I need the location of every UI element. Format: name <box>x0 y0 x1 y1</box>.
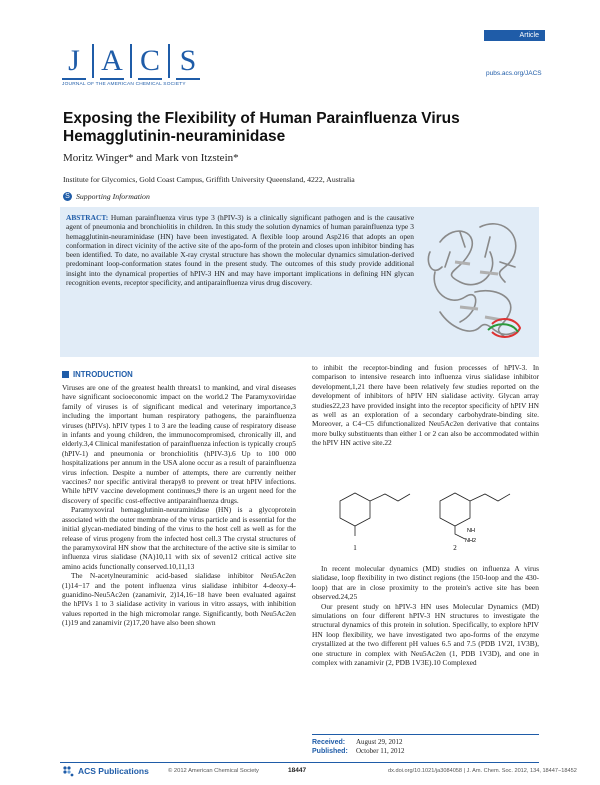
received-label: Received: <box>312 739 346 746</box>
intro-paragraph: In recent molecular dynamics (MD) studies on influenza A virus sialidase, loop flexibility in two distinct regions (the 150-loop and the 430-loop) that are in close proximity to the protein's active site has been observed.24,25 <box>312 564 539 602</box>
page-number: 18447 <box>288 767 307 774</box>
logo-divider <box>130 44 132 78</box>
introduction-heading <box>62 370 133 379</box>
protein-structure-figure <box>420 212 534 352</box>
introduction-heading-label: INTRODUCTION <box>73 370 133 379</box>
intro-paragraph: The N-acetylneuraminic acid-based sialidase inhibitor Neu5Ac2en (1)14−17 and the potent influenza virus sialidase inhibitor 4-deoxy-4-guanidino-Neu5Ac2en (zanamivir, 2)14,16−18 have been evaluated against the hPIVs 1 to 3 sialidase activity in various in vitro assays, with inhibition values reported in the high micromolar range. Significantly, both Neu5Ac2en (1)19 and zanamivir (2)17,20 have also been shown <box>62 571 296 628</box>
received-date: August 29, 2012 <box>356 738 403 746</box>
copyright-notice: © 2012 American Chemical Society <box>168 768 259 774</box>
body-column-right-bottom <box>312 564 539 667</box>
footer-divider <box>60 762 539 763</box>
abstract-text <box>66 213 414 287</box>
structure-nh-label: NH <box>467 528 475 534</box>
acs-logo-icon <box>62 765 74 777</box>
intro-paragraph: Viruses are one of the greatest health threats1 to mankind, and viral diseases have significant socioeconomic impact on the world.2 The Paramyxoviridae family of viruses is of significant medical and veterinary importance,3 including the important human respiratory pathogens, the parainfluenza viruses (hPIVs). hPIV types 1 to 3 are the leading cause of respiratory disease in infants and young children, the immunocompromised, chronically ill, and elderly.3,4 Clinical manifestation of parainfluenza infection is typically croup5 (hPIV-1) and pneumonia or bronchiolitis (hPIV-3).6 Up to 100 000 hospitalizations per annum in the USA alone occur as a result of parainfluenza virus infection. Despite a number of attempts, there are currently neither vaccines7 nor specific antiviral therapy8 to prevent or treat hPIV infections. While hPIV vaccine development continues,9 there is an urgent need for the discovery of specific cost-effective antiparainfluenza drugs. <box>62 383 296 505</box>
published-date: October 11, 2012 <box>356 747 405 755</box>
logo-letter: S <box>176 44 200 80</box>
journal-full-name: JOURNAL OF THE AMERICAN CHEMICAL SOCIETY <box>62 82 186 87</box>
supporting-information-link[interactable] <box>63 192 150 201</box>
body-column-right-top <box>312 363 539 448</box>
intro-paragraph: Our present study on hPIV-3 HN uses Molecular Dynamics (MD) simulations on four different hPIV-3 HN structures to investigate the structural dynamics of this protein in solution. Specifically, to explore hPIV HN loop flexibility, we have investigated two apo-forms of the enzyme crystallized at the two different pH values 6.5 and 7.5 (PDB 1V2I, 1V3B), one structure in complex with Neu5Ac2en (1, PDB 1V3D), and one in complex with zanamivir (2, PDB 1V3E).10 Complexed <box>312 601 539 668</box>
article-type-badge: Article <box>484 30 545 41</box>
logo-divider <box>92 44 94 78</box>
doi-citation[interactable]: dx.doi.org/10.1021/ja3084058 | J. Am. Chem. Soc. 2012, 134, 18447−18452 <box>388 768 577 774</box>
article-title: Exposing the Flexibility of Human Parainfluenza Virus Hemagglutinin-neuraminidase <box>63 110 460 145</box>
publisher-logo[interactable] <box>62 765 149 777</box>
structure-1-label: 1 <box>353 544 357 552</box>
supporting-info-label: Supporting Information <box>76 192 150 201</box>
logo-letter: A <box>100 44 124 80</box>
article-authors[interactable]: Moritz Winger* and Mark von Itzstein* <box>63 152 239 164</box>
structure-2-label: 2 <box>453 544 457 552</box>
logo-letter: C <box>138 44 162 80</box>
article-dates <box>312 734 539 756</box>
abstract-label: ABSTRACT: <box>66 213 109 222</box>
author-affiliation: Institute for Glycomics, Gold Coast Campus, Griffith University Queensland, 4222, Australia <box>63 175 355 184</box>
intro-paragraph: to inhibit the receptor-binding and fusion processes of hPIV-3. In comparison to intensive research into influenza virus sialidase inhibitor development,1,21 there have been relatively few studies reported on the development of inhibitors of hPIV HN sialidase activity. Glycan array studies22,23 have provided insight into the receptor specificity of hPIV HN as well as an exploration of a secondary carbohydrate-binding site. Moreover, a C4−C5 difunctionalized Neu5Ac2en derivative that contains more bulky substituents than either 1 or 2 can also be accommodated within the hPIV HN active site.22 <box>312 363 539 448</box>
section-marker-icon <box>62 371 69 378</box>
abstract-body: Human parainfluenza virus type 3 (hPIV-3) is a clinically significant pathogen and is the causative agent of pneumonia and bronchiolitis in children. In this study the solution dynamics of human parainfluenza type 3 hemagglutinin-neuraminidase (HN) have been investigated. A flexible loop around Asp216 that adopts an open conformation in direct vicinity of the active site of the apo-form of the protein and closes upon inhibitor binding has been identified. To date, no available X-ray crystal structure has shown the molecular dynamics simulation-derived predominant loop-conformation states found in the present study. The outcomes of this study provide additional insight into the dynamical properties of hPIV-3 HN and may have important implications in defining HN glycan recognition events, receptor specificity, and antiparainfluenza virus drug discovery. <box>66 213 414 288</box>
structure-nh2-label: NH2 <box>465 538 477 544</box>
intro-paragraph: Paramyxoviral hemagglutinin-neuraminidase (HN) is a glycoprotein associated with the outer membrane of the virus particle and is essential for the initial glycan-mediated binding of the virus to the host cell as well as for the release of virus progeny from the infected host cell.3 The crystal structures of the paramyxoviral HN show that the architecture of the active site is similar to influenza virus sialidase (NA)10,11 with six of seven12 critical active site amino acids functionally conserved.10,11,13 <box>62 505 296 571</box>
published-label: Published: <box>312 748 348 755</box>
logo-letter: J <box>62 44 86 80</box>
journal-logo <box>62 44 200 80</box>
chemical-structures-figure <box>330 476 520 554</box>
logo-divider <box>168 44 170 78</box>
body-column-left <box>62 383 296 628</box>
publisher-name: ACS Publications <box>78 766 149 776</box>
journal-link[interactable]: pubs.acs.org/JACS <box>486 70 542 77</box>
supporting-info-icon: S <box>63 192 72 201</box>
